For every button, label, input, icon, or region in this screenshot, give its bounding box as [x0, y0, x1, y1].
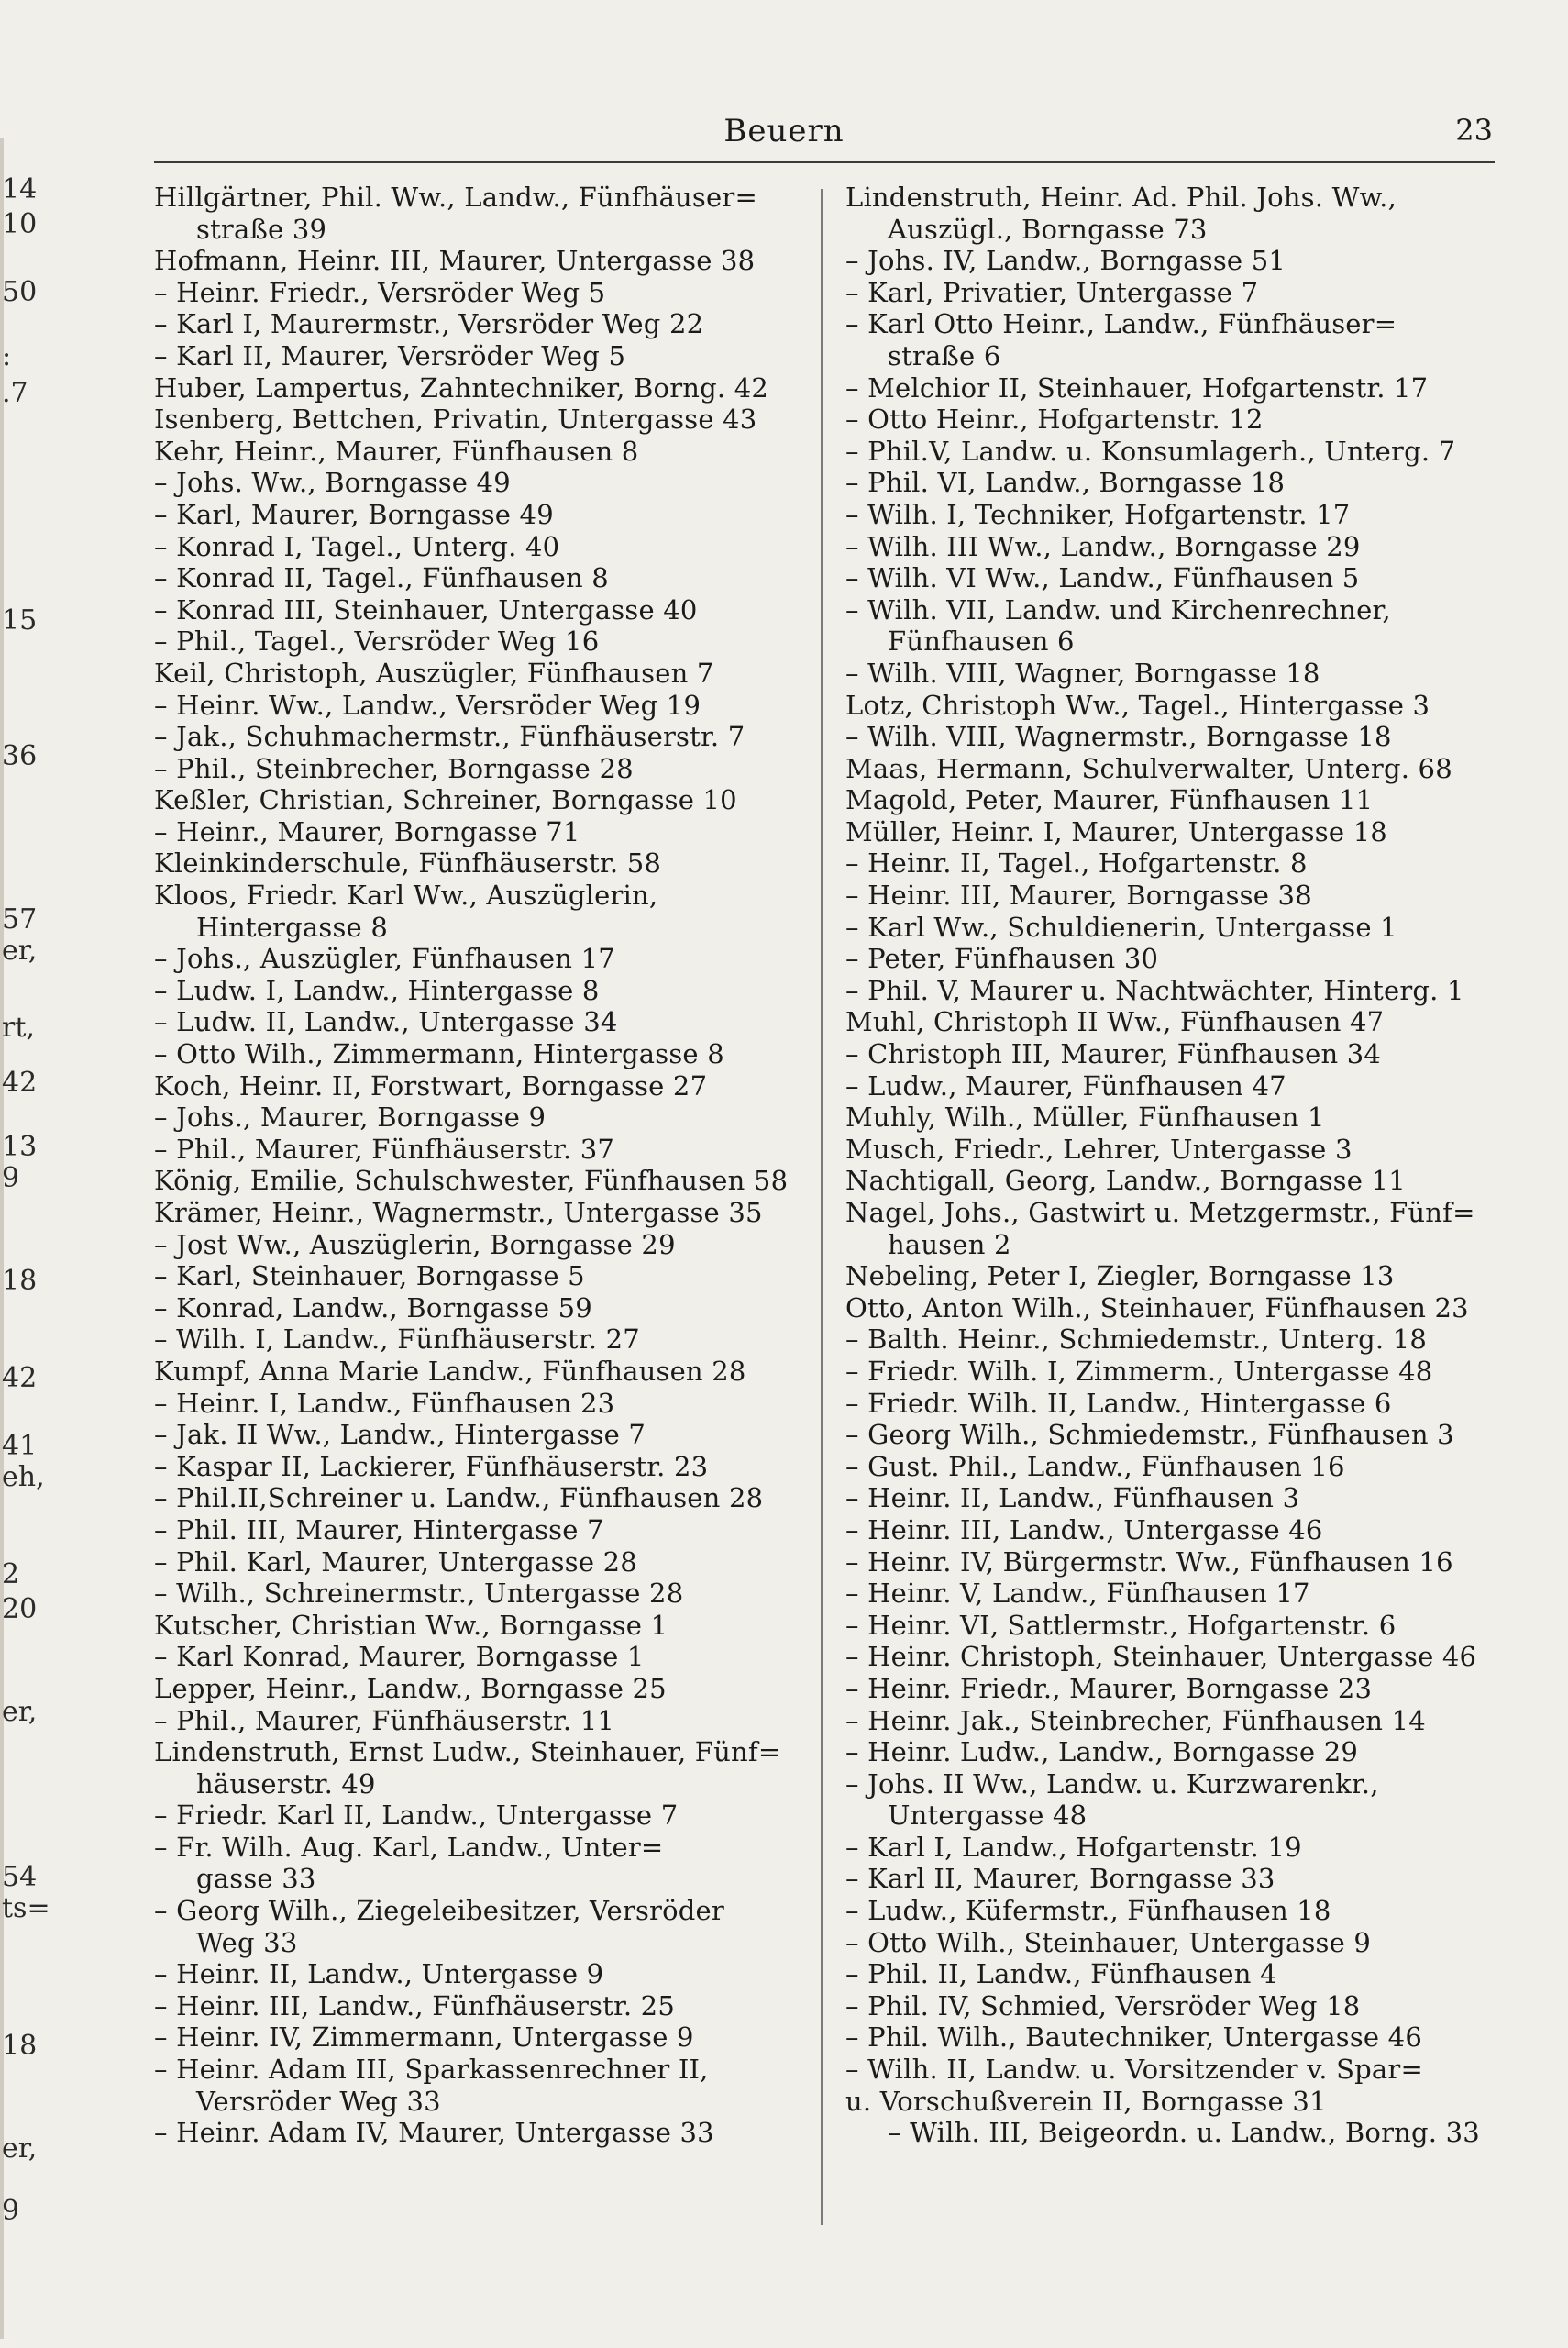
margin-fragment: 13: [2, 1131, 38, 1163]
directory-entry: Lindenstruth, Heinr. Ad. Phil. Johs. Ww.,: [845, 182, 1397, 213]
directory-entry: – Ludw., Maurer, Fünfhausen 47: [845, 1069, 1286, 1102]
directory-entry: – Phil.V, Landw. u. Konsumlagerh., Unterg. 7: [845, 435, 1456, 467]
left-column: [154, 182, 805, 2149]
directory-entry: Lindenstruth, Ernst Ludw., Steinhauer, Fünf=: [154, 1736, 781, 1768]
margin-fragment: er,: [2, 1696, 38, 1728]
directory-entry: – Karl, Steinhauer, Borngasse 5: [154, 1260, 585, 1292]
margin-fragment: 54: [2, 1861, 38, 1893]
directory-entry: – Heinr. V, Landw., Fünfhausen 17: [845, 1578, 1310, 1610]
page-title: Beuern: [723, 113, 845, 150]
directory-entry: – Georg Wilh., Schmiedemstr., Fünfhausen 3: [845, 1419, 1454, 1451]
directory-entry: straße 6: [888, 339, 1001, 371]
margin-fragment: 18: [2, 2030, 38, 2062]
directory-entry: – Phil. VI, Landw., Borngasse 18: [845, 467, 1286, 499]
directory-entry: – Karl, Maurer, Borngasse 49: [154, 498, 554, 530]
directory-entry: – Wilh. II, Landw. u. Vorsitzender v. Spar=: [845, 2054, 1423, 2086]
directory-entry: – Phil. Wilh., Bautechniker, Untergasse 46: [845, 2021, 1422, 2054]
directory-entry: Muhl, Christoph II Ww., Fünfhausen 47: [845, 1006, 1385, 1038]
directory-entry: – Heinr. IV, Zimmermann, Untergasse 9: [154, 2021, 694, 2054]
directory-entry: Kleinkinderschule, Fünfhäuserstr. 58: [154, 847, 662, 880]
directory-entry: Keil, Christoph, Auszügler, Fünfhausen 7: [154, 657, 714, 689]
directory-entry: – Karl Otto Heinr., Landw., Fünfhäuser=: [845, 308, 1397, 340]
directory-entry: – Heinr. III, Maurer, Borngasse 38: [845, 880, 1312, 912]
directory-entry: Auszügl., Borngasse 73: [888, 213, 1208, 245]
directory-entry: Versröder Weg 33: [196, 2085, 441, 2117]
directory-entry: – Friedr. Wilh. I, Zimmerm., Untergasse 48: [845, 1355, 1433, 1387]
directory-entry: – Heinr. Adam III, Sparkassenrechner II,: [154, 2054, 709, 2086]
directory-entry: Huber, Lampertus, Zahntechniker, Borng. 42: [154, 371, 769, 404]
directory-entry: – Christoph III, Maurer, Fünfhausen 34: [845, 1038, 1382, 1070]
directory-entry: – Phil., Maurer, Fünfhäuserstr. 11: [154, 1704, 615, 1736]
directory-entry: Lepper, Heinr., Landw., Borngasse 25: [154, 1672, 667, 1704]
directory-entry: Keßler, Christian, Schreiner, Borngasse 10: [154, 784, 737, 816]
directory-entry: Hofmann, Heinr. III, Maurer, Untergasse 38: [154, 245, 756, 277]
directory-entry: – Karl Ww., Schuldienerin, Untergasse 1: [845, 911, 1397, 943]
header-rule: [154, 161, 1495, 163]
margin-fragment: 50: [2, 276, 38, 308]
right-column: [845, 182, 1496, 2149]
margin-fragment: 42: [2, 1067, 38, 1099]
directory-entry: – Otto Wilh., Zimmermann, Hintergasse 8: [154, 1038, 724, 1070]
directory-entry: Muhly, Wilh., Müller, Fünfhausen 1: [845, 1102, 1325, 1134]
directory-entry: – Wilh. VIII, Wagnermstr., Borngasse 18: [845, 721, 1392, 753]
directory-entry: – Ludw. II, Landw., Untergasse 34: [154, 1006, 618, 1038]
margin-fragment: 10: [2, 208, 38, 240]
directory-entry: Lotz, Christoph Ww., Tagel., Hintergasse 3: [845, 689, 1430, 721]
directory-entry: – Heinr. III, Landw., Untergasse 46: [845, 1513, 1323, 1545]
directory-entry: – Wilh. III, Beigeordn. u. Landw., Borng. 33: [888, 2117, 1480, 2149]
directory-entry: – Karl I, Landw., Hofgartenstr. 19: [845, 1831, 1302, 1863]
directory-entry: – Konrad II, Tagel., Fünfhausen 8: [154, 562, 609, 594]
margin-fragment: .7: [2, 377, 28, 409]
adjacent-page-margin: [0, 138, 57, 2339]
margin-fragment: 41: [2, 1430, 38, 1462]
directory-entry: – Phil. Karl, Maurer, Untergasse 28: [154, 1545, 637, 1578]
directory-entry: Otto, Anton Wilh., Steinhauer, Fünfhausen 23: [845, 1291, 1469, 1324]
margin-fragment: 20: [2, 1593, 38, 1625]
margin-fragment: eh,: [2, 1461, 45, 1493]
directory-entry: – Johs. II Ww., Landw. u. Kurzwarenkr.,: [845, 1767, 1379, 1800]
directory-entry: – Johs. IV, Landw., Borngasse 51: [845, 245, 1286, 277]
directory-entry: häuserstr. 49: [196, 1767, 376, 1800]
column-divider: [821, 189, 823, 2225]
directory-entry: – Wilh. VI Ww., Landw., Fünfhausen 5: [845, 562, 1360, 594]
directory-entry: – Konrad, Landw., Borngasse 59: [154, 1291, 592, 1324]
directory-entry: – Karl II, Maurer, Borngasse 33: [845, 1863, 1275, 1895]
directory-entry: Nagel, Johs., Gastwirt u. Metzgermstr., Fünf=: [845, 1197, 1475, 1228]
directory-entry: – Ludw. I, Landw., Hintergasse 8: [154, 974, 600, 1006]
directory-entry: Krämer, Heinr., Wagnermstr., Untergasse 35: [154, 1197, 763, 1228]
directory-entry: – Karl II, Maurer, Versröder Weg 5: [154, 339, 626, 371]
directory-entry: – Heinr., Maurer, Borngasse 71: [154, 815, 580, 847]
directory-entry: Koch, Heinr. II, Forstwart, Borngasse 27: [154, 1069, 708, 1102]
directory-entry: – Peter, Fünfhausen 30: [845, 943, 1159, 975]
directory-entry: – Phil., Tagel., Versröder Weg 16: [154, 626, 600, 658]
margin-fragment: 57: [2, 903, 38, 936]
directory-entry: Weg 33: [196, 1926, 298, 1958]
directory-entry: – Friedr. Wilh. II, Landw., Hintergasse 6: [845, 1387, 1392, 1419]
directory-entry: Untergasse 48: [888, 1800, 1088, 1832]
directory-entry: – Heinr. Adam IV, Maurer, Untergasse 33: [154, 2117, 714, 2149]
directory-entry: u. Vorschußverein II, Borngasse 31: [845, 2085, 1327, 2117]
margin-fragment: rt,: [2, 1012, 35, 1044]
directory-entry: – Gust. Phil., Landw., Fünfhausen 16: [845, 1450, 1345, 1482]
directory-entry: – Phil.II,Schreiner u. Landw., Fünfhausen 28: [154, 1482, 764, 1514]
directory-entry: straße 39: [196, 213, 327, 245]
directory-entry: – Heinr. Ludw., Landw., Borngasse 29: [845, 1736, 1359, 1768]
directory-entry: – Jost Ww., Auszüglerin, Borngasse 29: [154, 1228, 676, 1260]
directory-entry: – Otto Wilh., Steinhauer, Untergasse 9: [845, 1926, 1372, 1958]
directory-entry: – Heinr. II, Tagel., Hofgartenstr. 8: [845, 847, 1308, 880]
directory-entry: Maas, Hermann, Schulverwalter, Unterg. 68: [845, 752, 1452, 784]
directory-entry: – Heinr. Friedr., Maurer, Borngasse 23: [845, 1672, 1373, 1704]
directory-entry: – Karl, Privatier, Untergasse 7: [845, 276, 1259, 308]
directory-entry: – Phil. V, Maurer u. Nachtwächter, Hinterg. 1: [845, 974, 1464, 1006]
margin-fragment: 2: [2, 1558, 20, 1590]
directory-entry: Musch, Friedr., Lehrer, Untergasse 3: [845, 1133, 1353, 1165]
margin-fragment: ts=: [2, 1892, 50, 1924]
directory-entry: – Wilh. III Ww., Landw., Borngasse 29: [845, 530, 1361, 562]
margin-fragment: 36: [2, 740, 38, 772]
directory-entry: – Ludw., Küfermstr., Fünfhausen 18: [845, 1895, 1331, 1927]
directory-entry: – Phil., Steinbrecher, Borngasse 28: [154, 752, 634, 784]
directory-entry: – Wilh. VII, Landw. und Kirchenrechner,: [845, 593, 1391, 626]
directory-entry: – Balth. Heinr., Schmiedemstr., Unterg. 18: [845, 1324, 1428, 1356]
directory-entry: – Heinr. Ww., Landw., Versröder Weg 19: [154, 689, 701, 721]
directory-entry: – Heinr. VI, Sattlermstr., Hofgartenstr. 6: [845, 1609, 1397, 1641]
margin-fragment: 9: [2, 1162, 20, 1194]
directory-entry: – Georg Wilh., Ziegeleibesitzer, Versröder: [154, 1895, 724, 1927]
margin-fragment: er,: [2, 2132, 38, 2165]
directory-entry: – Fr. Wilh. Aug. Karl, Landw., Unter=: [154, 1831, 664, 1863]
margin-fragment: :: [2, 340, 12, 372]
directory-entry: – Heinr. II, Landw., Untergasse 9: [154, 1958, 604, 1990]
directory-entry: – Konrad I, Tagel., Unterg. 40: [154, 530, 560, 562]
directory-entry: – Johs., Maurer, Borngasse 9: [154, 1102, 547, 1134]
directory-entry: – Jak., Schuhmachermstr., Fünfhäuserstr. 7: [154, 721, 745, 753]
directory-entry: – Wilh. I, Techniker, Hofgartenstr. 17: [845, 498, 1351, 530]
directory-entry: – Heinr. II, Landw., Fünfhausen 3: [845, 1482, 1300, 1514]
directory-entry: – Heinr. Friedr., Versröder Weg 5: [154, 276, 606, 308]
directory-entry: König, Emilie, Schulschwester, Fünfhausen 58: [154, 1165, 789, 1197]
directory-entry: – Wilh. I, Landw., Fünfhäuserstr. 27: [154, 1324, 640, 1356]
margin-fragment: 9: [2, 2195, 20, 2227]
directory-entry: – Otto Heinr., Hofgartenstr. 12: [845, 404, 1264, 436]
directory-entry: – Phil. II, Landw., Fünfhausen 4: [845, 1958, 1277, 1990]
margin-fragment: 14: [2, 173, 38, 205]
directory-entry: Müller, Heinr. I, Maurer, Untergasse 18: [845, 815, 1387, 847]
margin-fragment: 42: [2, 1362, 38, 1394]
directory-entry: gasse 33: [196, 1863, 316, 1895]
directory-entry: Kehr, Heinr., Maurer, Fünfhausen 8: [154, 435, 639, 467]
directory-entry: – Heinr. IV, Bürgermstr. Ww., Fünfhausen 16: [845, 1545, 1453, 1578]
directory-entry: Hillgärtner, Phil. Ww., Landw., Fünfhäuser=: [154, 182, 757, 213]
directory-entry: – Kaspar II, Lackierer, Fünfhäuserstr. 23: [154, 1450, 709, 1482]
margin-fragment: 18: [2, 1265, 38, 1297]
margin-fragment: er,: [2, 935, 38, 967]
directory-entry: – Konrad III, Steinhauer, Untergasse 40: [154, 593, 698, 626]
directory-entry: Nachtigall, Georg, Landw., Borngasse 11: [845, 1165, 1406, 1197]
directory-entry: – Phil., Maurer, Fünfhäuserstr. 37: [154, 1133, 615, 1165]
directory-entry: Magold, Peter, Maurer, Fünfhausen 11: [845, 784, 1374, 816]
page-number: 23: [1455, 113, 1493, 148]
directory-entry: – Heinr. Jak., Steinbrecher, Fünfhausen 14: [845, 1704, 1426, 1736]
directory-entry: Hintergasse 8: [196, 911, 388, 943]
directory-entry: – Karl Konrad, Maurer, Borngasse 1: [154, 1641, 645, 1673]
directory-entry: – Phil. III, Maurer, Hintergasse 7: [154, 1513, 604, 1545]
directory-entry: – Heinr. Christoph, Steinhauer, Untergasse 46: [845, 1641, 1477, 1673]
directory-entry: – Johs., Auszügler, Fünfhausen 17: [154, 943, 615, 975]
directory-entry: Isenberg, Bettchen, Privatin, Untergasse 43: [154, 404, 757, 436]
margin-fragment: 15: [2, 604, 38, 637]
directory-entry: – Karl I, Maurermstr., Versröder Weg 22: [154, 308, 704, 340]
directory-entry: – Wilh., Schreinermstr., Untergasse 28: [154, 1578, 684, 1610]
directory-entry: Kumpf, Anna Marie Landw., Fünfhausen 28: [154, 1355, 746, 1387]
directory-entry: – Jak. II Ww., Landw., Hintergasse 7: [154, 1419, 646, 1451]
directory-entry: – Melchior II, Steinhauer, Hofgartenstr. 17: [845, 371, 1429, 404]
directory-entry: – Heinr. I, Landw., Fünfhausen 23: [154, 1387, 615, 1419]
directory-entry: – Johs. Ww., Borngasse 49: [154, 467, 511, 499]
directory-entry: – Phil. IV, Schmied, Versröder Weg 18: [845, 1989, 1361, 2021]
directory-entry: hausen 2: [888, 1228, 1011, 1260]
directory-entry: – Heinr. III, Landw., Fünfhäuserstr. 25: [154, 1989, 675, 2021]
directory-entry: – Friedr. Karl II, Landw., Untergasse 7: [154, 1800, 679, 1832]
directory-entry: Kutscher, Christian Ww., Borngasse 1: [154, 1609, 668, 1641]
directory-entry: Kloos, Friedr. Karl Ww., Auszüglerin,: [154, 880, 658, 912]
directory-entry: Fünfhausen 6: [888, 626, 1075, 658]
directory-entry: – Wilh. VIII, Wagner, Borngasse 18: [845, 657, 1320, 689]
directory-entry: Nebeling, Peter I, Ziegler, Borngasse 13: [845, 1260, 1395, 1292]
